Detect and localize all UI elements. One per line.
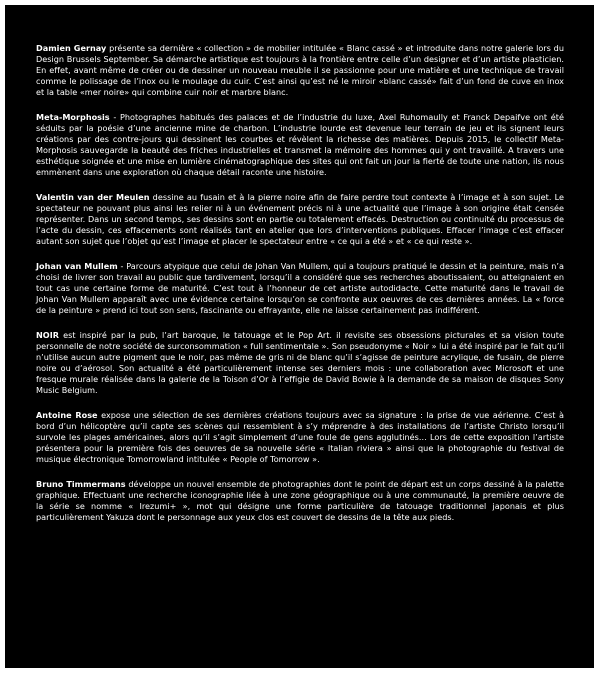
paragraph-damien-gernay [36, 43, 564, 98]
artist-name: Damien Gernay [36, 43, 107, 53]
paragraph-text: expose une sélection de ses dernières créations toujours avec sa signature : la prise de vue aérienne. C’est à bord d’un hélicoptère qu’il capte ses scènes qui ressemblent à s’y méprendre à des installations de l’artiste Christo lorsqu’il survole les plages américaines, alors qu’il s’agit simplement d’une foule de gens agglutinés... Lors de cette exposition l’artiste présentera pour la première fois des oeuvres de sa nouvelle série « Italian riviera » ainsi que la photographie du festival de musique électronique Tomorrowland intitulée « People of Tomorrow ». [36, 410, 565, 464]
paragraph-meta-morphosis [36, 112, 564, 178]
paragraph-text: dessine au fusain et à la pierre noire afin de faire perdre tout contexte à l’image et à son sujet. Le spectateur ne pouvant plus ainsi les relier ni à un événement précis ni à une actualité que l’image à son origine était censée représenter. Dans un second temps, ses dessins sont en partie ou totalement effacés. Destruction ou continuité du processus de l’acte du dessin, ces effacements sont réalisés tant en atelier que lors d’interventions publiques. Effacer l’image c’est effacer autant son sujet que l’objet qu’est l’image et placer le spectateur entre « ce qui a été » et « ce qui reste ». [36, 192, 564, 246]
artist-name: NOIR [36, 330, 59, 340]
artist-name: Valentin van der Meulen [36, 192, 150, 202]
paragraph-text: présente sa dernière « collection » de mobilier intitulée « Blanc cassé » et introduite dans notre galerie lors du Design Brussels September. Sa démarche artistique est toujours à la frontière entre celle d’un designer et d’un artiste plasticien. En effet, avant même de créer ou de dessiner un nouveau meuble il se passionne pour une matière et une technique de travail comme le polissage de l’inox ou le moulage du cuir. C’est ainsi qu’est né le miroir «blanc cassé» fait d’un fond de cuve en inox et la table «mer noire» qui combine cuir noir et marbre blanc. [36, 43, 564, 97]
paragraph-noir [36, 330, 564, 396]
artist-name: Meta-Morphosis [36, 112, 110, 122]
artist-name: Johan van Mullem [36, 261, 118, 271]
paragraph-text: - Photographes habitués des palaces et de l’industrie du luxe, Axel Ruhomaully et Franck Depaifve ont été séduits par la poésie d’une ancienne mine de charbon. L’industrie lourde est devenue leur terrain de jeu et ils signent leurs créations par des contre-jours qui dessinent les courbes et révèlent la richesse des matières. Depuis 2015, le collectif Meta-Morphosis sauvegarde la beauté des friches industrielles et transmet la mémoire des hommes qui y ont travaillé. A travers une esthétique soignée et une mise en lumière cinématographique des sites qui ont fait un jour la fierté de toute une nation, ils nous emmènent dans une exploration où chaque détail raconte une histoire. [36, 112, 564, 177]
artist-name: Antoine Rose [36, 410, 98, 420]
text-panel [5, 5, 594, 668]
paragraph-johan-van-mullem [36, 261, 564, 316]
paragraph-text: développe un nouvel ensemble de photographies dont le point de départ est un corps dessiné à la palette graphique. Effectuant une recherche iconographie liée à une zone géographique ou à une communauté, la première oeuvre de la série se nomme « Irezumi+ », mot qui désigne une forme particulière de tatouage traditionnel japonais et plus particulièrement Yakuza dont le personnage aux yeux clos est couvert de dessins de la tête aux pieds. [36, 479, 564, 522]
artist-name: Bruno Timmermans [36, 479, 126, 489]
paragraph-text: est inspiré par la pub, l’art baroque, le tatouage et le Pop Art. il revisite ses obsessions picturales et sa vision toute personnelle de notre société de surconsommation « full sentimentale ». Son pseudonyme « Noir » lui a été inspiré par le fait qu’il n’utilise aucun autre pigment que le noir, pas même de gris ni de blanc qu’il s’agisse de peinture acrylique, de fusain, de pierre noire ou d’aérosol. Son actualité a été particulièrement intense ses derniers mois : une collaboration avec Microsoft et une fresque murale réalisée dans la galerie de la Toison d’Or à l’effigie de David Bowie à la demande de sa maison de disques Sony Music Belgium. [36, 330, 564, 395]
paragraph-text: - Parcours atypique que celui de Johan Van Mullem, qui a toujours pratiqué le dessin et la peinture, mais n’a choisi de livrer son travail au public que tardivement, lorsqu’il a considéré que ses recherches aboutissaient, ou atteignaient en tout cas une certaine forme de maturité. C’est tout à l’honneur de cet artiste autodidacte. Cette maturité dans le travail de Johan Van Mullem apparaît avec une évidence certaine lorsqu’on se confronte aux oeuvres de ces dernières années. La « force de la peinture » prend ici tout son sens, fascinante ou effrayante, elle ne laisse certainement pas indifférent. [36, 261, 564, 315]
paragraph-valentin-van-der-meulen [36, 192, 564, 247]
paragraph-bruno-timmermans [36, 479, 564, 523]
paragraph-antoine-rose [36, 410, 564, 465]
